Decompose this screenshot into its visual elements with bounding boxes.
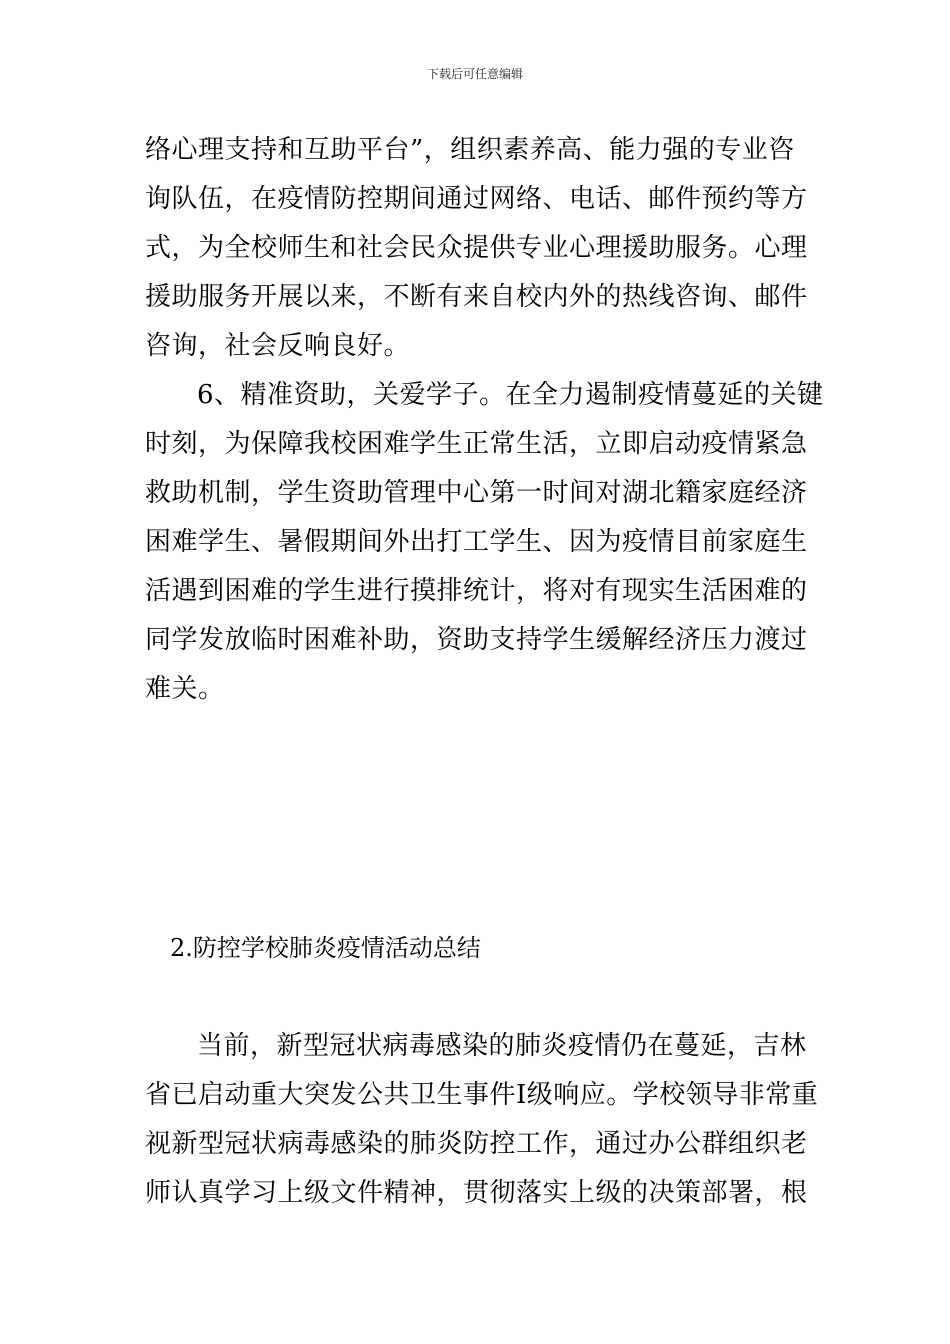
paragraph-line: 困难学生、暑假期间外出打工学生、因为疫情目前家庭生 — [145, 527, 808, 557]
paragraph-line: 视新型冠状病毒感染的肺炎防控工作，通过办公群组织老 — [145, 1129, 808, 1159]
paragraph-line: 当前，新型冠状病毒感染的肺炎疫情仍在蔓延，吉林 — [197, 1031, 807, 1061]
paragraph-line: 咨询，社会反响良好。 — [145, 331, 411, 361]
paragraph-line: 时刻，为保障我校困难学生正常生活，立即启动疫情紧急 — [145, 429, 808, 459]
paragraph-line: 师认真学习上级文件精神，贯彻落实上级的决策部署，根 — [145, 1178, 808, 1208]
paragraph-line: 援助服务开展以来，不断有来自校内外的热线咨询、邮件 — [145, 282, 808, 312]
paragraph-line: 式，为全校师生和社会民众提供专业心理援助服务。心理 — [145, 233, 808, 263]
paragraph-line: 6、精准资助，关爱学子。在全力遏制疫情蔓延的关键 — [197, 380, 824, 410]
paragraph-line: 同学发放临时困难补助，资助支持学生缓解经济压力渡过 — [145, 625, 808, 655]
paragraph-line: 询队伍，在疫情防控期间通过网络、电话、邮件预约等方 — [145, 184, 808, 214]
paragraph-line: 省已启动重大突发公共卫生事件Ⅰ级响应。学校领导非常重 — [145, 1080, 819, 1110]
paragraph-line: 活遇到困难的学生进行摸排统计，将对有现实生活困难的 — [145, 576, 808, 606]
paragraph-line: 救助机制，学生资助管理中心第一时间对湖北籍家庭经济 — [145, 478, 808, 508]
paragraph-line: 难关。 — [145, 674, 225, 704]
body-text-block — [145, 126, 824, 714]
section-heading: 2.防控学校肺炎疫情活动总结 — [170, 934, 481, 962]
page-header: 下载后可任意编辑 — [426, 67, 523, 81]
paragraph-line: 络心理支持和互助平台”，组织素养高、能力强的专业咨 — [145, 135, 795, 165]
body-text-block — [145, 1022, 819, 1218]
